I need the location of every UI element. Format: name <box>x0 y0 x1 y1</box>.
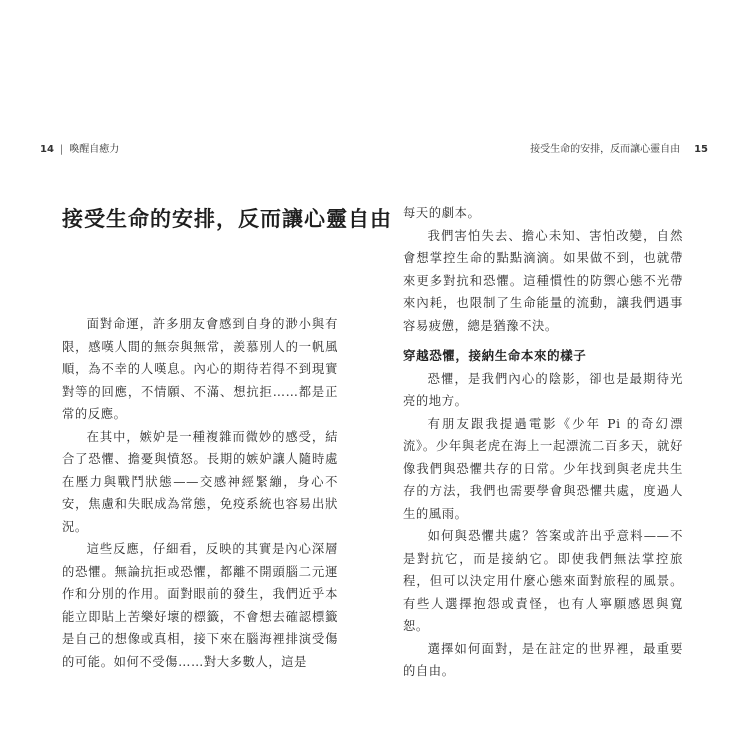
paragraph: 有朋友跟我提過電影《少年 Pi 的奇幻漂流》。少年與老虎在海上一起漂流二百多天，就好像我們與恐懼共存的日常。少年找到與老虎共生存的方法，我們也需要學會與恐懼共處，度過人生的風雨。 <box>403 416 683 521</box>
paragraph: 我們害怕失去、擔心未知、害怕改變，自然會想掌控生命的點點滴滴。如果做不到，也就帶來更多對抗和恐懼。這種慣性的防禦心態不光帶來內耗，也限制了生命能量的流動，讓我們遇事容易疲憊，總是猶豫不決。 <box>403 228 683 333</box>
left-page-number: 14 <box>40 144 54 155</box>
header-separator: | <box>59 144 64 155</box>
left-body-text <box>62 313 338 673</box>
paragraph: 如何與恐懼共處？答案或許出乎意料——不是對抗它，而是接納它。即使我們無法掌控旅程，但可以決定用什麼心態來面對旅程的風景。有些人選擇抱怨或責怪，也有人寧願感恩與寬恕。 <box>403 529 683 633</box>
paragraph: 面對命運，許多朋友會感到自身的渺小與有限，感嘆人間的無奈與無常，羨慕別人的一帆風順，為不幸的人嘆息。內心的期待若得不到現實對等的回應，不情願、不滿、想抗拒……都是正常的反應。 <box>62 317 338 421</box>
paragraph: 在其中，嫉妒是一種複雜而微妙的感受，結合了恐懼、擔憂與憤怒。長期的嫉妒讓人隨時處在壓力與戰鬥狀態——交感神經緊繃，身心不安，焦慮和失眠成為常態，免疫系統也容易出狀況。 <box>62 429 338 534</box>
right-running-header <box>530 140 708 155</box>
chapter-title: 接受生命的安排，反而讓心靈自由 <box>62 206 392 231</box>
right-page-number: 15 <box>694 144 708 155</box>
running-header-title: 接受生命的安排，反而讓心靈自由 <box>530 144 681 155</box>
paragraph: 這些反應，仔細看，反映的其實是內心深層的恐懼。無論抗拒或恐懼，都離不開頭腦二元運作和分別的作用。面對眼前的發生，我們近乎本能立即貼上苦樂好壞的標籤，不會想去確認標籤是自己的想像或真相，接下來在腦海裡排演受傷的可能。如何不受傷……對大多數人，這是 <box>62 542 338 669</box>
paragraph: 恐懼，是我們內心的陰影，卻也是最期待光亮的地方。 <box>403 371 683 408</box>
right-body-text <box>403 202 683 683</box>
paragraph: 選擇如何面對，是在註定的世界裡，最重要的自由。 <box>403 641 683 678</box>
section-heading: 穿越恐懼，接納生命本來的樣子 <box>403 348 587 363</box>
book-title: 喚醒自癒力 <box>69 144 120 155</box>
right-page <box>375 0 750 750</box>
continued-paragraph: 每天的劇本。 <box>403 206 481 220</box>
left-running-header <box>40 140 119 155</box>
